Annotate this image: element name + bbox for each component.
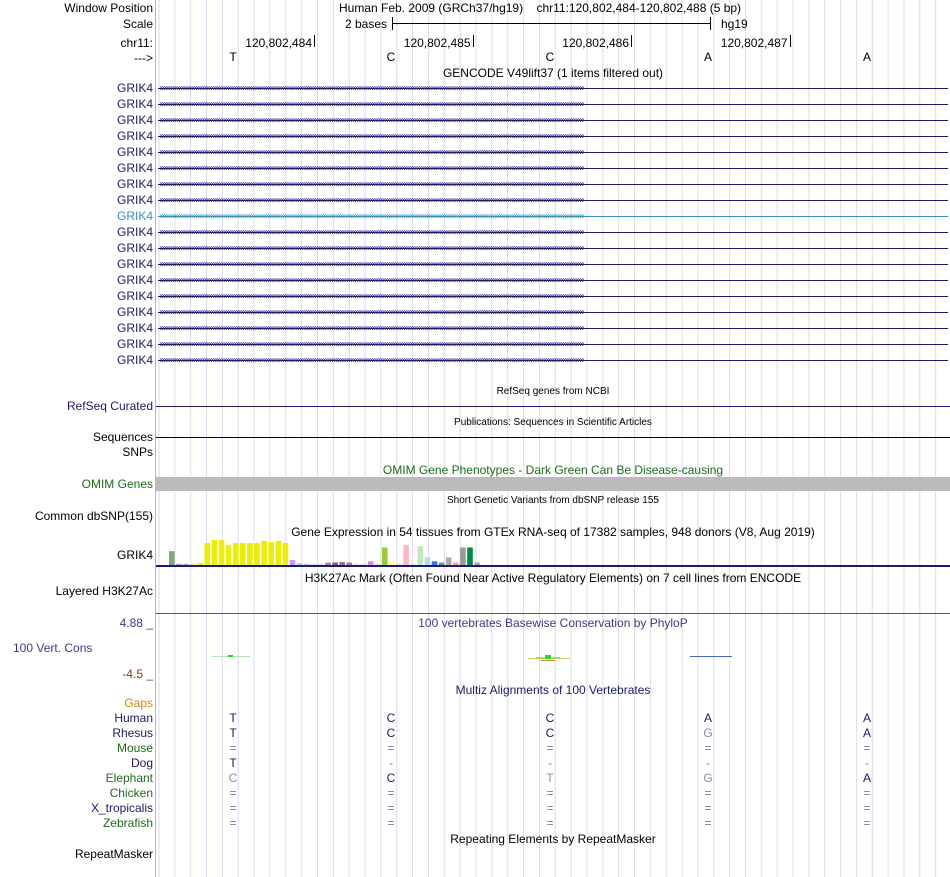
gtex-tissue-bar[interactable] bbox=[276, 541, 282, 565]
omim-feature-bar[interactable] bbox=[156, 477, 950, 491]
ruler-tick-label: 120,802,485 bbox=[403, 36, 471, 50]
base-letter: T bbox=[229, 50, 237, 64]
position-readout: chr11:120,802,484-120,802,488 (5 bp) bbox=[536, 1, 742, 15]
multiz-base: = bbox=[546, 816, 554, 830]
gtex-tissue-bar[interactable] bbox=[467, 548, 473, 566]
chrom-label: chr11: bbox=[120, 36, 153, 50]
gencode-strand-arrows: ›››››››››››››››››››››››››››››››››››››››››››››››››››››››››››››››››››››››››››››››››››››››››››››››››››››››››››››››››››››››››››››››››››››››››››››››››››››››››››››››››››››››››››››››››››››››››››››››››››››››› bbox=[158, 228, 583, 237]
multiz-base: = bbox=[546, 741, 554, 755]
phylop-peak-2 bbox=[545, 655, 551, 659]
phylop-label[interactable]: 100 Vert. Cons bbox=[13, 641, 93, 655]
gtex-tissue-bar[interactable] bbox=[297, 563, 303, 565]
ruler-tick bbox=[631, 35, 632, 47]
gtex-tissue-bar[interactable] bbox=[318, 564, 324, 565]
multiz-base: C bbox=[386, 771, 396, 785]
gtex-tissue-bar[interactable] bbox=[212, 540, 218, 565]
phylop-title[interactable]: 100 vertebrates Basewise Conservation by PhyloP bbox=[418, 616, 688, 630]
multiz-base: = bbox=[704, 816, 712, 830]
ruler-tick bbox=[790, 35, 791, 47]
gtex-bar-chart[interactable] bbox=[156, 538, 950, 568]
multiz-species-label[interactable]: Zebrafish bbox=[102, 816, 153, 830]
ruler-tick-label: 120,802,486 bbox=[562, 36, 629, 50]
gencode-strand-arrows: ›››››››››››››››››››››››››››››››››››››››››››››››››››››››››››››››››››››››››››››››››››››››››››››››››››››››››››››››››››››››››››››››››››››››››››››››››››››››››››››››››››››››››››››››››››››››››››››››››››››››› bbox=[158, 324, 583, 333]
gencode-strand-arrows: ›››››››››››››››››››››››››››››››››››››››››››››››››››››››››››››››››››››››››››››››››››››››››››››››››››››››››››››››››››››››››››››››››››››››››››››››››››››››››››››››››››››››››››››››››››››››››››››››››››››››› bbox=[158, 276, 583, 285]
gencode-gene-label[interactable]: GRIK4 bbox=[116, 177, 153, 191]
base-letter: C bbox=[545, 50, 555, 64]
phylop-plot[interactable] bbox=[156, 650, 950, 666]
gencode-gene-label[interactable]: GRIK4 bbox=[116, 273, 153, 287]
track-left-border bbox=[155, 0, 156, 877]
multiz-species-label[interactable]: Elephant bbox=[105, 771, 153, 785]
multiz-base: A bbox=[862, 771, 871, 785]
phylop-min: -4.5 _ bbox=[122, 667, 153, 681]
gtex-tissue-bar[interactable] bbox=[254, 543, 260, 565]
h3k27ac-baseline bbox=[156, 613, 950, 614]
gtex-tissue-bar[interactable] bbox=[410, 564, 416, 565]
gtex-tissue-bar[interactable] bbox=[354, 564, 360, 565]
gtex-tissue-bar[interactable] bbox=[439, 563, 445, 566]
gencode-gene-label[interactable]: GRIK4 bbox=[116, 337, 153, 351]
gencode-strand-arrows: ›››››››››››››››››››››››››››››››››››››››››››››››››››››››››››››››››››››››››››››››››››››››››››››››››››››››››››››››››››››››››››››››››››››››››››››››››››››››››››››››››››››››››››››››››››››››››››››››››››››››› bbox=[158, 308, 583, 317]
gtex-tissue-bar[interactable] bbox=[474, 563, 480, 566]
gtex-tissue-bar[interactable] bbox=[325, 563, 331, 566]
gtex-tissue-bar[interactable] bbox=[403, 545, 409, 565]
gencode-gene-label[interactable]: GRIK4 bbox=[116, 113, 153, 127]
multiz-species-label[interactable]: Mouse bbox=[116, 741, 153, 755]
gencode-strand-arrows: ›››››››››››››››››››››››››››››››››››››››››››››››››››››››››››››››››››››››››››››››››››››››››››››››››››››››››››››››››››››››››››››››››››››››››››››››››››››››››››››››››››››››››››››››››››››››››››››››››››››››› bbox=[158, 84, 583, 93]
multiz-base: = bbox=[387, 801, 395, 815]
multiz-base: = bbox=[229, 816, 237, 830]
gencode-strand-arrows: ›››››››››››››››››››››››››››››››››››››››››››››››››››››››››››››››››››››››››››››››››››››››››››››››››››››››››››››››››››››››››››››››››››››››››››››››››››››››››››››››››››››››››››››››››››››››››››››››››››››››› bbox=[158, 196, 583, 205]
multiz-base: = bbox=[546, 786, 554, 800]
gtex-tissue-bar[interactable] bbox=[205, 543, 211, 565]
multiz-base: = bbox=[704, 801, 712, 815]
multiz-base: = bbox=[704, 786, 712, 800]
gencode-gene-label[interactable]: GRIK4 bbox=[116, 225, 153, 239]
gtex-tissue-bar[interactable] bbox=[247, 543, 253, 565]
gtex-tissue-bar[interactable] bbox=[290, 560, 296, 565]
multiz-base: A bbox=[862, 726, 871, 740]
multiz-base: T bbox=[546, 771, 554, 785]
dbsnp-label[interactable]: Common dbSNP(155) bbox=[34, 509, 153, 523]
window-position-text bbox=[339, 1, 741, 15]
gtex-tissue-bar[interactable] bbox=[418, 546, 424, 565]
gencode-gene-label[interactable]: GRIK4 bbox=[116, 241, 153, 255]
gtex-tissue-bar[interactable] bbox=[396, 564, 402, 565]
gtex-tissue-bar[interactable] bbox=[233, 543, 239, 565]
multiz-base: T bbox=[229, 711, 237, 725]
scale-bar bbox=[392, 23, 710, 24]
pubs-line[interactable] bbox=[156, 437, 950, 438]
gtex-tissue-bar[interactable] bbox=[425, 558, 431, 566]
gtex-tissue-bar[interactable] bbox=[197, 563, 203, 565]
multiz-base: T bbox=[229, 756, 237, 770]
gtex-tissue-bar[interactable] bbox=[332, 563, 338, 566]
snps-label[interactable]: SNPs bbox=[122, 445, 153, 459]
multiz-base: = bbox=[704, 741, 712, 755]
gtex-tissue-bar[interactable] bbox=[382, 548, 388, 566]
omim-label[interactable]: OMIM Genes bbox=[81, 477, 153, 491]
phylop-peak-1 bbox=[228, 655, 233, 657]
gtex-tissue-bar[interactable] bbox=[389, 561, 395, 565]
multiz-base: G bbox=[703, 726, 713, 740]
multiz-base: = bbox=[863, 786, 871, 800]
refseq-label[interactable]: RefSeq Curated bbox=[66, 399, 153, 413]
multiz-base: = bbox=[863, 816, 871, 830]
gtex-tissue-bar[interactable] bbox=[176, 564, 182, 565]
refseq-line[interactable] bbox=[156, 406, 950, 407]
gencode-strand-arrows: ›››››››››››››››››››››››››››››››››››››››››››››››››››››››››››››››››››››››››››››››››››››››››››››››››››››››››››››››››››››››››››››››››››››››››››››››››››››››››››››››››››››››››››››››››››››››››››››››››››››››› bbox=[158, 148, 583, 157]
gencode-gene-label[interactable]: GRIK4 bbox=[116, 353, 153, 367]
gencode-gene-label[interactable]: GRIK4 bbox=[116, 145, 153, 159]
omim-title[interactable]: OMIM Gene Phenotypes - Dark Green Can Be Disease-causing bbox=[382, 463, 724, 477]
gencode-strand-arrows: ›››››››››››››››››››››››››››››››››››››››››››››››››››››››››››››››››››››››››››››››››››››››››››››››››››››››››››››››››››››››››››››››››››››››››››››››››››››››››››››››››››››››››››››››››››››››››››››››››››››››› bbox=[158, 116, 583, 125]
multiz-base: - bbox=[548, 756, 552, 770]
multiz-species-label[interactable]: X_tropicalis bbox=[90, 801, 153, 815]
gtex-tissue-bar[interactable] bbox=[240, 543, 246, 565]
gtex-label[interactable]: GRIK4 bbox=[116, 548, 153, 562]
multiz-base: = bbox=[387, 741, 395, 755]
gencode-gene-label[interactable]: GRIK4 bbox=[116, 161, 153, 175]
gtex-tissue-bar[interactable] bbox=[219, 540, 225, 565]
strand-arrow-label: ---> bbox=[134, 51, 153, 65]
multiz-base: A bbox=[862, 711, 871, 725]
window-position-label: Window Position bbox=[64, 1, 153, 15]
gtex-tissue-bar[interactable] bbox=[339, 562, 345, 565]
sequences-label[interactable]: Sequences bbox=[92, 430, 153, 444]
gencode-gene-label[interactable]: GRIK4 bbox=[116, 305, 153, 319]
gencode-strand-arrows: ›››››››››››››››››››››››››››››››››››››››››››››››››››››››››››››››››››››››››››››››››››››››››››››››››››››››››››››››››››››››››››››››››››››››››››››››››››››››››››››››››››››››››››››››››››››››››››››››››››››››› bbox=[158, 292, 583, 301]
multiz-base: T bbox=[229, 726, 237, 740]
base-letter: A bbox=[862, 50, 871, 64]
gaps-label[interactable]: Gaps bbox=[124, 696, 153, 710]
gtex-tissue-bar[interactable] bbox=[283, 543, 289, 565]
gtex-tissue-bar[interactable] bbox=[261, 541, 267, 565]
gtex-tissue-bar[interactable] bbox=[361, 564, 367, 565]
multiz-base: = bbox=[387, 786, 395, 800]
h3k27ac-title[interactable]: H3K27Ac Mark (Often Found Near Active Regulatory Elements) on 7 cell lines from ENCODE bbox=[304, 571, 802, 585]
gtex-tissue-bar[interactable] bbox=[190, 564, 196, 565]
multiz-base: - bbox=[865, 756, 869, 770]
gtex-tissue-bar[interactable] bbox=[375, 564, 381, 565]
multiz-species-label[interactable]: Human bbox=[114, 711, 153, 725]
multiz-species-label[interactable]: Rhesus bbox=[112, 726, 153, 740]
gencode-gene-label[interactable]: GRIK4 bbox=[116, 97, 153, 111]
multiz-base: - bbox=[389, 756, 393, 770]
scale-bar-right-cap bbox=[710, 17, 711, 30]
multiz-base: = bbox=[546, 801, 554, 815]
gtex-tissue-bar[interactable] bbox=[368, 561, 374, 565]
base-letter: A bbox=[703, 50, 712, 64]
gtex-tissue-bar[interactable] bbox=[311, 564, 317, 565]
pubs-title[interactable]: Publications: Sequences in Scientific Articles bbox=[454, 417, 652, 428]
gencode-strand-arrows: ›››››››››››››››››››››››››››››››››››››››››››››››››››››››››››››››››››››››››››››››››››››››››››››››››››››››››››››››››››››››››››››››››››››››››››››››››››››››››››››››››››››››››››››››››››››››››››››››››››››››› bbox=[158, 180, 583, 189]
multiz-species-label[interactable]: Chicken bbox=[109, 786, 153, 800]
multiz-base: = bbox=[229, 786, 237, 800]
phylop-trough-2 bbox=[541, 660, 555, 661]
multiz-base: = bbox=[229, 741, 237, 755]
gencode-gene-label[interactable]: GRIK4 bbox=[116, 321, 153, 335]
gtex-tissue-bar[interactable] bbox=[446, 558, 452, 566]
multiz-base: C bbox=[545, 711, 555, 725]
gencode-strand-arrows: ›››››››››››››››››››››››››››››››››››››››››››››››››››››››››››››››››››››››››››››››››››››››››››››››››››››››››››››››››››››››››››››››››››››››››››››››››››››››››››››››››››››››››››››››››››››››››››››››››››››››› bbox=[158, 100, 583, 109]
gencode-gene-label[interactable]: GRIK4 bbox=[116, 193, 153, 207]
gencode-strand-arrows: ›››››››››››››››››››››››››››››››››››››››››››››››››››››››››››››››››››››››››››››››››››››››››››››››››››››››››››››››››››››››››››››››››››››››››››››››››››››››››››››››››››››››››››››››››››››››››››››››››››››››› bbox=[158, 132, 583, 141]
multiz-base: = bbox=[863, 741, 871, 755]
multiz-species-label[interactable]: Dog bbox=[130, 756, 153, 770]
multiz-base: C bbox=[228, 771, 238, 785]
multiz-base: C bbox=[545, 726, 555, 740]
gencode-title[interactable]: GENCODE V49lift37 (1 items filtered out) bbox=[442, 66, 664, 80]
gtex-tissue-bar[interactable] bbox=[453, 563, 459, 566]
scale-text: 2 bases bbox=[345, 17, 388, 31]
gencode-strand-arrows: ›››››››››››››››››››››››››››››››››››››››››››››››››››››››››››››››››››››››››››››››››››››››››››››››››››››››››››››››››››››››››››››››››››››››››››››››››››››››››››››››››››››››››››››››››››››››››››››››››››››››› bbox=[158, 356, 583, 365]
dbsnp-title[interactable]: Short Genetic Variants from dbSNP release 155 bbox=[447, 495, 659, 506]
ruler-tick-label: 120,802,484 bbox=[245, 36, 312, 50]
refseq-title[interactable]: RefSeq genes from NCBI bbox=[496, 386, 610, 397]
multiz-base: = bbox=[863, 801, 871, 815]
multiz-base: C bbox=[386, 711, 396, 725]
gtex-tissue-bar[interactable] bbox=[432, 561, 438, 565]
gtex-title[interactable]: Gene Expression in 54 tissues from GTEx RNA-seq of 17382 samples, 948 donors (V8, Aug 2019) bbox=[291, 525, 815, 539]
multiz-base: G bbox=[703, 771, 713, 785]
gtex-tissue-bar[interactable] bbox=[304, 564, 310, 565]
gencode-gene-label[interactable]: GRIK4 bbox=[116, 129, 153, 143]
gtex-tissue-bar[interactable] bbox=[183, 564, 189, 565]
multiz-base: A bbox=[703, 711, 712, 725]
gtex-tissue-bar[interactable] bbox=[460, 548, 466, 566]
gencode-gene-label[interactable]: GRIK4 bbox=[116, 81, 153, 95]
scale-db: hg19 bbox=[721, 17, 748, 31]
repeatmasker-label[interactable]: RepeatMasker bbox=[74, 847, 153, 861]
gencode-strand-arrows: ›››››››››››››››››››››››››››››››››››››››››››››››››››››››››››››››››››››››››››››››››››››››››››››››››››››››››››››››››››››››››››››››››››››››››››››››››››››››››››››››››››››››››››››››››››››››››››››››››››››››› bbox=[158, 244, 583, 253]
assembly-name: Human Feb. 2009 (GRCh37/hg19) bbox=[339, 1, 524, 15]
gencode-strand-arrows: ›››››››››››››››››››››››››››››››››››››››››››››››››››››››››››››››››››››››››››››››››››››››››››››››››››››››››››››››››››››››››››››››››››››››››››››››››››››››››››››››››››››››››››››››››››››››››››››››››››››››› bbox=[158, 260, 583, 269]
gtex-tissue-bar[interactable] bbox=[169, 551, 175, 565]
h3k27ac-label[interactable]: Layered H3K27Ac bbox=[55, 584, 153, 598]
phylop-max: 4.88 _ bbox=[119, 616, 153, 630]
ruler-tick-label: 120,802,487 bbox=[720, 36, 788, 50]
multiz-base: = bbox=[229, 801, 237, 815]
ruler-tick bbox=[314, 35, 315, 47]
ruler-tick bbox=[473, 35, 474, 47]
repeatmasker-title[interactable]: Repeating Elements by RepeatMasker bbox=[450, 832, 656, 846]
gencode-gene-label[interactable]: GRIK4 bbox=[116, 289, 153, 303]
base-letter: C bbox=[386, 50, 396, 64]
gencode-strand-arrows: ›››››››››››››››››››››››››››››››››››››››››››››››››››››››››››››››››››››››››››››››››››››››››››››››››››››››››››››››››››››››››››››››››››››››››››››››››››››››››››››››››››››››››››››››››››››››››››››››››››››››› bbox=[158, 164, 583, 173]
multiz-title[interactable]: Multiz Alignments of 100 Vertebrates bbox=[455, 683, 651, 697]
gencode-strand-arrows: ›››››››››››››››››››››››››››››››››››››››››››››››››››››››››››››››››››››››››››››››››››››››››››››››››››››››››››››››››››››››››››››››››››››››››››››››››››››››››››››››››››››››››››››››››››››››››››››››››››››››› bbox=[158, 212, 583, 221]
gencode-gene-label[interactable]: GRIK4 bbox=[116, 257, 153, 271]
scale-label: Scale bbox=[122, 17, 153, 31]
gtex-tissue-bar[interactable] bbox=[268, 542, 274, 565]
multiz-base: = bbox=[387, 816, 395, 830]
gencode-strand-arrows: ›››››››››››››››››››››››››››››››››››››››››››››››››››››››››››››››››››››››››››››››››››››››››››››››››››››››››››››››››››››››››››››››››››››››››››››››››››››››››››››››››››››››››››››››››››››››››››››››››››››››› bbox=[158, 340, 583, 349]
gtex-tissue-bar[interactable] bbox=[347, 563, 353, 566]
multiz-base: C bbox=[386, 726, 396, 740]
multiz-base: - bbox=[706, 756, 710, 770]
gtex-tissue-bar[interactable] bbox=[226, 545, 232, 565]
gencode-gene-label[interactable]: GRIK4 bbox=[116, 209, 153, 223]
